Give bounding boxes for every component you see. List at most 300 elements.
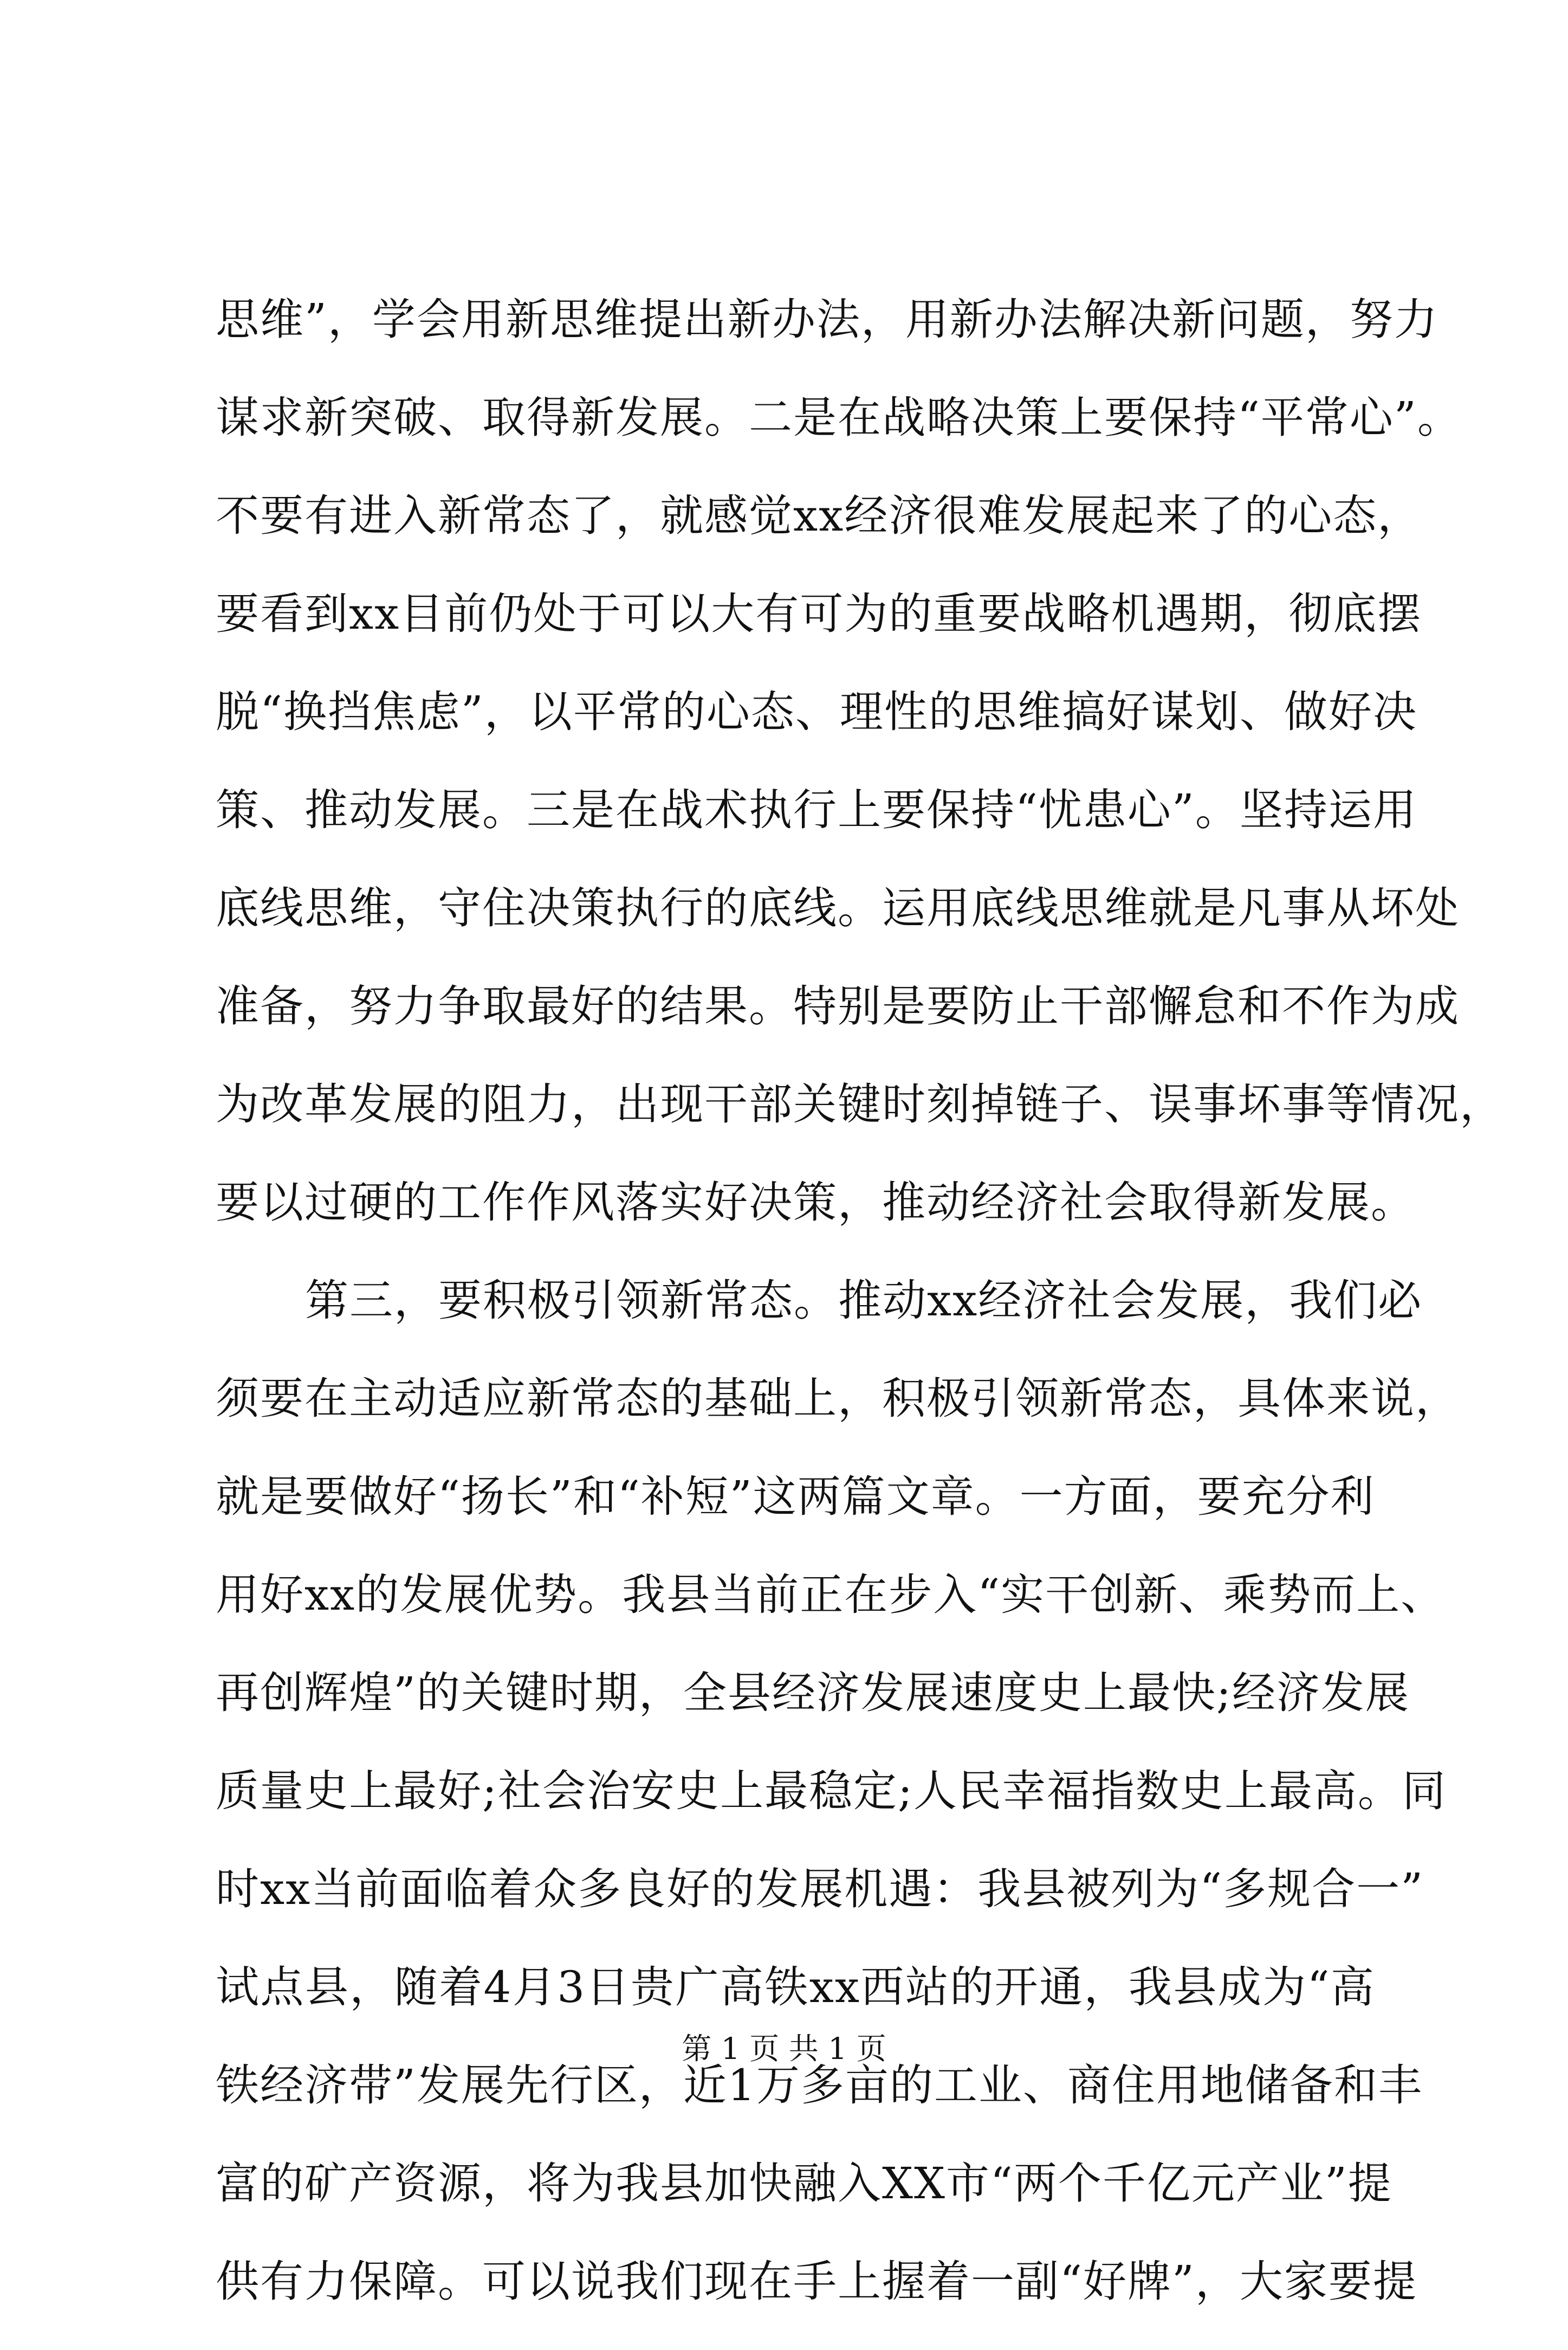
text-line-1 (216, 290, 1439, 388)
text-glyph: ， (1152, 1471, 1197, 1522)
text-glyph: 日 (586, 1962, 631, 2012)
text-glyph: 社 (1067, 1275, 1112, 1326)
text-glyph: 决 (1127, 294, 1172, 345)
text-glyph: 保 (349, 2256, 393, 2307)
text-glyph: 为 (571, 2158, 615, 2209)
text-line-16 (216, 1761, 1447, 1860)
text-glyph: 随 (394, 1962, 439, 2012)
text-glyph: 福 (1046, 1766, 1091, 1816)
text-glyph: 就 (660, 490, 704, 541)
text-glyph: 机 (1111, 589, 1156, 639)
text-glyph: 着 (489, 1864, 534, 1914)
text-glyph: 积 (882, 1373, 926, 1424)
text-glyph: 众 (533, 1864, 578, 1914)
text-glyph: 是 (1193, 883, 1237, 933)
text-glyph: 会 (416, 294, 461, 345)
text-glyph: ” (549, 1471, 573, 1522)
text-glyph: 。 (1357, 1766, 1402, 1816)
text-glyph: 态 (750, 687, 795, 737)
text-glyph: 突 (349, 392, 393, 443)
text-glyph: 果 (704, 981, 749, 1031)
text-glyph: 情 (1371, 1079, 1415, 1129)
text-glyph: 安 (631, 1766, 676, 1816)
text-glyph: ; (482, 1766, 498, 1816)
text-glyph: 铁 (216, 2060, 260, 2110)
text-glyph: 适 (438, 1373, 482, 1424)
text-glyph: 决 (1372, 687, 1417, 737)
text-glyph: 难 (977, 490, 1022, 541)
text-glyph: 用 (1372, 785, 1417, 835)
text-glyph: 重 (933, 589, 978, 639)
text-glyph: 为 (844, 589, 889, 639)
text-glyph: 经 (978, 1275, 1023, 1326)
text-glyph: 期 (594, 1668, 639, 1718)
text-glyph: 运 (1328, 785, 1373, 835)
text-glyph: 行 (660, 883, 704, 933)
text-glyph: 常 (1305, 392, 1350, 443)
text-glyph: 发 (615, 392, 660, 443)
text-glyph: 高 (1313, 1766, 1358, 1816)
text-glyph: 前 (444, 589, 489, 639)
text-glyph: 、 (260, 785, 304, 835)
text-glyph: 矿 (304, 2158, 349, 2209)
text-glyph: 发 (393, 785, 438, 835)
text-glyph: 1 (727, 2060, 756, 2110)
text-glyph: 史 (304, 1766, 349, 1816)
text-glyph: 展 (800, 1864, 845, 1914)
text-glyph: 线 (793, 883, 838, 933)
text-glyph: 上 (349, 1766, 393, 1816)
text-glyph: 在 (749, 2256, 793, 2307)
text-glyph: 稳 (808, 1766, 853, 1816)
text-glyph: 新 (571, 392, 615, 443)
text-glyph: 目 (400, 589, 445, 639)
text-glyph: 引 (971, 1373, 1015, 1424)
text-glyph: 事 (1282, 883, 1326, 933)
text-glyph: 经 (844, 490, 889, 541)
text-glyph: 面 (400, 1864, 445, 1914)
text-glyph: 机 (844, 1864, 889, 1914)
text-glyph: 定 (853, 1766, 898, 1816)
text-line-19 (216, 2056, 1423, 2154)
text-glyph: 最 (527, 981, 571, 1031)
text-glyph: 换 (283, 687, 328, 737)
text-glyph: 来 (1155, 490, 1200, 541)
text-glyph: 维 (349, 883, 393, 933)
text-glyph: 保 (1149, 392, 1193, 443)
text-glyph: 展 (461, 2060, 506, 2110)
text-glyph: 铁 (764, 1962, 809, 2012)
text-glyph: 处 (533, 589, 578, 639)
text-glyph: 要 (1197, 1471, 1242, 1522)
text-glyph: 治 (586, 1766, 631, 1816)
text-glyph: 高 (1330, 1962, 1375, 2012)
text-glyph: 力 (393, 981, 438, 1031)
text-glyph: 就 (1149, 883, 1193, 933)
text-glyph: 守 (438, 883, 482, 933)
text-glyph: 。 (438, 2256, 482, 2307)
text-glyph: 划 (1195, 687, 1240, 737)
text-glyph: 好 (1328, 687, 1373, 737)
text-glyph: 有 (755, 589, 800, 639)
text-glyph: 期 (1200, 589, 1245, 639)
text-glyph: 从 (1326, 883, 1371, 933)
text-glyph: 、 (1239, 687, 1284, 737)
text-glyph: xx (304, 1570, 356, 1620)
text-glyph: 着 (926, 2256, 971, 2307)
text-glyph: ， (1377, 490, 1422, 541)
text-glyph: 做 (349, 1471, 393, 1522)
text-glyph: 经 (260, 2060, 304, 2110)
text-glyph: 有 (260, 2256, 304, 2307)
text-line-5 (216, 682, 1417, 780)
text-glyph: ， (571, 1079, 615, 1129)
text-glyph: 感 (704, 490, 749, 541)
text-glyph: 好 (1106, 687, 1151, 737)
text-line-15 (216, 1663, 1410, 1761)
text-glyph: 取 (482, 981, 527, 1031)
text-glyph: 济 (889, 490, 934, 541)
text-glyph: 好 (260, 1570, 304, 1620)
text-glyph: ， (615, 490, 660, 541)
text-glyph: 发 (349, 1079, 393, 1129)
text-glyph: 在 (304, 1373, 349, 1424)
text-glyph: 为 (1155, 1864, 1200, 1914)
text-glyph: ， (482, 2158, 527, 2209)
text-line-9 (216, 1075, 1504, 1173)
text-glyph: “ (1200, 1864, 1223, 1914)
text-glyph: 提 (638, 294, 683, 345)
text-glyph: 3 (557, 1962, 586, 2012)
text-glyph: 很 (933, 490, 978, 541)
text-glyph: 上 (793, 1373, 838, 1424)
text-glyph: 键 (838, 1079, 882, 1129)
text-glyph: 上 (1083, 1668, 1128, 1718)
text-glyph: 力 (304, 2256, 349, 2307)
text-glyph: 结 (660, 981, 704, 1031)
text-glyph: 可 (622, 589, 667, 639)
text-line-7 (216, 879, 1460, 977)
text-glyph: 平 (1260, 392, 1305, 443)
text-glyph: 长 (505, 1471, 550, 1522)
text-glyph: 术 (704, 785, 749, 835)
text-glyph: 合 (1312, 1864, 1357, 1914)
text-glyph: 住 (1111, 2060, 1156, 2110)
text-glyph: 破 (393, 392, 438, 443)
text-glyph: 临 (444, 1864, 489, 1914)
text-glyph: 摆 (1377, 589, 1422, 639)
text-glyph: 态 (1333, 490, 1378, 541)
text-glyph: 维 (594, 294, 639, 345)
text-glyph: 事 (1282, 1079, 1326, 1129)
text-glyph: 县 (1173, 1962, 1218, 2012)
text-glyph: ” (304, 294, 328, 345)
page-footer: 第 1 页 共 1 页 (682, 2031, 886, 2066)
text-glyph: 将 (527, 2158, 571, 2209)
text-glyph: 三 (527, 785, 571, 835)
text-glyph: xx (349, 589, 400, 639)
text-glyph: 。 (482, 785, 527, 835)
text-glyph: “ (617, 1471, 641, 1522)
text-glyph: 持 (1193, 392, 1237, 443)
text-glyph: ， (638, 2060, 683, 2110)
text-glyph: 商 (1067, 2060, 1112, 2110)
text-glyph: 展 (1365, 1668, 1410, 1718)
text-glyph: 万 (756, 2060, 801, 2110)
text-glyph: 策 (216, 785, 260, 835)
text-glyph: 在 (615, 785, 660, 835)
text-glyph: 经 (772, 1668, 817, 1718)
text-glyph: 得 (527, 392, 571, 443)
text-glyph: 一 (971, 2256, 1015, 2307)
text-glyph: 怠 (1193, 981, 1237, 1031)
text-glyph: “ (1060, 2256, 1083, 2307)
text-glyph: 大 (711, 589, 756, 639)
text-glyph: 展 (905, 1668, 950, 1718)
text-glyph: 、 (795, 687, 840, 737)
text-glyph: 出 (615, 1079, 660, 1129)
text-glyph: 执 (615, 883, 660, 933)
text-glyph: 忧 (1038, 785, 1083, 835)
text-glyph: 不 (1282, 981, 1326, 1031)
text-glyph: 坏 (1371, 883, 1415, 933)
text-glyph: 决 (971, 392, 1015, 443)
text-glyph: 动 (883, 1275, 927, 1326)
text-glyph: 努 (349, 981, 393, 1031)
text-glyph: 发 (860, 1668, 905, 1718)
text-glyph: 常 (482, 490, 527, 541)
text-glyph: 分 (1286, 1471, 1331, 1522)
text-glyph: 领 (616, 1275, 660, 1326)
text-glyph: 上 (838, 2256, 882, 2307)
text-line-13 (216, 1467, 1375, 1565)
text-glyph: ， (394, 1275, 438, 1326)
text-glyph: ; (897, 1766, 913, 1816)
text-glyph: ， (1084, 1962, 1129, 2012)
text-glyph: 手 (793, 2256, 838, 2307)
text-glyph: 县 (304, 1962, 349, 2012)
text-glyph: 展 (393, 1079, 438, 1129)
text-glyph: 。 (838, 883, 882, 933)
text-glyph: 民 (957, 1766, 1002, 1816)
text-glyph: 备 (1289, 2060, 1334, 2110)
text-glyph: 。 (1417, 392, 1462, 443)
text-glyph: 要 (977, 589, 1022, 639)
text-glyph: xx (809, 1962, 860, 2012)
text-glyph: “ (438, 1471, 461, 1522)
text-glyph: 亩 (845, 2060, 890, 2110)
text-line-20 (216, 2154, 1392, 2252)
text-glyph: 可 (482, 2256, 527, 2307)
text-glyph: 以 (528, 687, 573, 737)
text-glyph: 一 (1019, 1471, 1064, 1522)
text-glyph: 煌 (349, 1668, 393, 1718)
text-glyph: 、 (1022, 2060, 1067, 2110)
text-glyph: 就 (216, 1471, 260, 1522)
text-glyph: 和 (573, 1471, 618, 1522)
text-glyph: 凡 (1237, 883, 1282, 933)
text-glyph: 我 (622, 1570, 667, 1620)
text-glyph: 展 (438, 785, 482, 835)
text-glyph: 发 (400, 1570, 445, 1620)
text-line-3 (216, 486, 1422, 584)
text-glyph: 可 (800, 589, 845, 639)
text-glyph: 的 (615, 981, 660, 1031)
text-glyph: 县 (666, 1570, 711, 1620)
text-glyph: 部 (1104, 981, 1149, 1031)
text-glyph: 三 (349, 1275, 394, 1326)
text-glyph: 新 (1171, 294, 1216, 345)
text-glyph: ， (1415, 1373, 1460, 1424)
text-glyph: 争 (438, 981, 482, 1031)
text-glyph: 用 (1156, 2060, 1201, 2110)
text-glyph: 会 (1111, 1275, 1156, 1326)
text-glyph: 面 (1108, 1471, 1153, 1522)
text-glyph: 新 (727, 294, 772, 345)
text-glyph: 乘 (1223, 1570, 1268, 1620)
text-glyph: 极 (926, 1373, 971, 1424)
text-glyph: 的 (889, 589, 934, 639)
text-glyph: ” (1324, 2158, 1348, 2209)
text-glyph: 动 (349, 785, 393, 835)
text-glyph: 这 (753, 1471, 798, 1522)
text-glyph: 子 (1060, 1079, 1104, 1129)
text-glyph: 新 (660, 1275, 705, 1326)
text-glyph: 业 (1280, 2158, 1325, 2209)
text-glyph: 点 (260, 1962, 305, 2012)
text-glyph: 文 (886, 1471, 931, 1522)
text-glyph: 有 (304, 490, 349, 541)
text-glyph: 焦 (372, 687, 417, 737)
text-glyph: 4 (483, 1962, 513, 2012)
text-glyph: 住 (482, 883, 527, 933)
text-glyph: 好 (438, 1766, 482, 1816)
text-glyph: 止 (1015, 981, 1060, 1031)
text-glyph: 良 (622, 1864, 667, 1914)
text-glyph: 思 (549, 294, 594, 345)
text-glyph: 西 (860, 1962, 905, 2012)
text-glyph: 产 (1235, 2158, 1280, 2209)
text-glyph: 二 (749, 392, 793, 443)
text-glyph: 时 (549, 1668, 594, 1718)
text-glyph: 要 (1328, 2256, 1373, 2307)
text-glyph: 坚 (1239, 785, 1284, 835)
text-glyph: 础 (749, 1373, 793, 1424)
text-glyph: 现 (660, 1079, 704, 1129)
text-glyph: 辉 (304, 1668, 349, 1718)
text-glyph: 线 (1015, 883, 1060, 933)
text-glyph: 和 (1333, 2060, 1378, 2110)
text-glyph: 坏 (1237, 1079, 1282, 1129)
text-glyph: 新 (949, 294, 994, 345)
text-glyph: 常 (1104, 1373, 1149, 1424)
text-glyph: xx (927, 1275, 979, 1326)
text-line-6 (216, 780, 1417, 879)
text-glyph: 等 (1326, 1079, 1371, 1129)
text-glyph: 扬 (461, 1471, 506, 1522)
text-line-8 (216, 977, 1460, 1075)
text-glyph: 充 (1241, 1471, 1286, 1522)
text-glyph: 社 (497, 1766, 542, 1816)
text-glyph: 为 (1371, 981, 1415, 1031)
text-glyph: 刻 (926, 1079, 971, 1129)
text-glyph: 质 (216, 1766, 260, 1816)
text-glyph: 改 (260, 1079, 304, 1129)
text-glyph: 度 (994, 1668, 1039, 1718)
text-glyph: 题 (1260, 294, 1305, 345)
text-glyph: 最 (393, 1766, 438, 1816)
text-glyph: 。 (794, 1275, 838, 1326)
text-glyph: ” (1394, 392, 1417, 443)
text-glyph: ” (1171, 2256, 1195, 2307)
text-glyph: ， (393, 883, 438, 933)
text-glyph: 提 (1372, 2256, 1417, 2307)
text-glyph: 史 (1180, 1766, 1224, 1816)
text-glyph: 工 (934, 2060, 979, 2110)
text-glyph: 最 (764, 1766, 809, 1816)
text-glyph: xx (260, 1864, 312, 1914)
text-glyph: 事 (1193, 1079, 1237, 1129)
text-glyph: 求 (260, 392, 304, 443)
text-glyph: 章 (930, 1471, 975, 1522)
text-glyph: 体 (1282, 1373, 1326, 1424)
text-glyph: 说 (1371, 1373, 1415, 1424)
text-glyph: 势 (533, 1570, 578, 1620)
text-glyph: 领 (1015, 1373, 1060, 1424)
text-glyph: 新 (1134, 1570, 1179, 1620)
text-glyph: 新 (505, 294, 550, 345)
text-glyph: 好 (666, 1864, 711, 1914)
text-glyph: ： (933, 1864, 978, 1914)
text-glyph: 发 (1320, 1668, 1365, 1718)
text-glyph: 会 (542, 1766, 587, 1816)
text-glyph: ， (1460, 1079, 1504, 1129)
text-glyph: 取 (482, 392, 527, 443)
text-glyph: ， (638, 1668, 683, 1718)
text-glyph: 、 (1401, 1570, 1446, 1620)
text-glyph: 地 (1200, 2060, 1245, 2110)
text-glyph: 步 (889, 1570, 934, 1620)
text-glyph: 短 (685, 1471, 730, 1522)
text-glyph: 常 (571, 1373, 615, 1424)
text-glyph: 济 (1022, 1275, 1067, 1326)
text-glyph: 速 (949, 1668, 994, 1718)
text-glyph: 资 (393, 2158, 438, 2209)
text-glyph: 做 (1284, 687, 1329, 737)
text-glyph: 常 (617, 687, 662, 737)
text-glyph: 态 (527, 490, 571, 541)
text-glyph: 而 (1312, 1570, 1357, 1620)
text-glyph: 发 (1022, 490, 1067, 541)
text-glyph: ， (304, 981, 349, 1031)
text-glyph: 在 (838, 392, 882, 443)
text-glyph: 说 (571, 2256, 615, 2307)
text-glyph: 发 (416, 2060, 461, 2110)
text-glyph: ” (729, 1471, 753, 1522)
text-glyph: 县 (727, 1668, 772, 1718)
text-glyph: 须 (216, 1373, 260, 1424)
text-glyph: 思 (304, 883, 349, 933)
text-glyph: 市 (945, 2158, 990, 2209)
text-glyph: ， (484, 687, 529, 737)
text-glyph: 了 (1200, 490, 1245, 541)
text-glyph: 势 (1267, 1570, 1312, 1620)
text-glyph: 是 (260, 1471, 304, 1522)
text-glyph: 前 (355, 1864, 400, 1914)
text-glyph: 问 (1216, 294, 1261, 345)
text-glyph: 努 (1349, 294, 1394, 345)
text-glyph: 家 (1284, 2256, 1329, 2307)
